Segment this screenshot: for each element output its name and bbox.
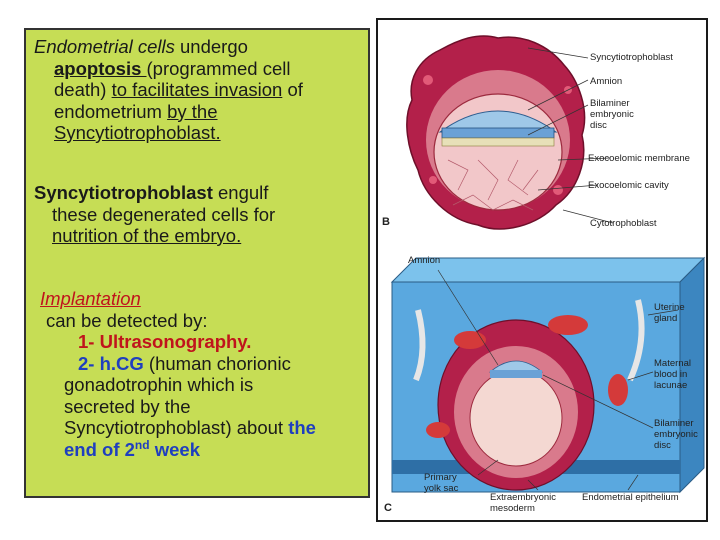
text-panel bbox=[24, 28, 370, 498]
apoptosis-text: apoptosis bbox=[54, 57, 147, 79]
paragraph-syncytiotrophoblast bbox=[34, 182, 382, 247]
text-span: of bbox=[282, 79, 303, 100]
text-span: death) bbox=[54, 79, 112, 100]
text-span: secreted by the bbox=[64, 395, 191, 417]
hcg-item bbox=[40, 353, 370, 375]
by-the-text: by the bbox=[167, 100, 218, 122]
superscript: nd bbox=[134, 437, 150, 452]
end-of-week-text bbox=[40, 439, 370, 461]
label-bilaminer-top: Bilaminer embryonic disc bbox=[590, 98, 634, 131]
label-syncytiotrophoblast: Syncytiotrophoblast bbox=[590, 52, 673, 63]
detected-by-text: can be detected by: bbox=[46, 309, 208, 331]
panel-letter-c: C bbox=[384, 502, 392, 514]
label-endometrial-epithelium: Endometrial epithelium bbox=[582, 492, 679, 503]
label-uterine-gland: Uterine gland bbox=[654, 302, 685, 324]
nutrition-text: nutrition of the embryo. bbox=[52, 225, 242, 246]
text-span: (human chorionic bbox=[143, 352, 291, 374]
hcg-label: 2- h.CG bbox=[78, 352, 144, 374]
text-span: undergo bbox=[174, 36, 248, 57]
text-span: end of 2 bbox=[64, 438, 135, 460]
embryo-figure bbox=[376, 18, 708, 522]
the-text: the bbox=[288, 417, 316, 438]
text-span: gonadotrophin which is bbox=[64, 374, 254, 395]
blastocyst-drawing bbox=[407, 36, 585, 229]
label-amnion-bottom: Amnion bbox=[408, 255, 441, 266]
label-amnion-top: Amnion bbox=[590, 76, 623, 87]
label-bilaminer-bottom: Bilaminer embryonic disc bbox=[654, 418, 698, 451]
paragraph-implantation bbox=[40, 288, 370, 460]
text-span: Syncytiotrophoblast) about bbox=[64, 417, 289, 438]
text-line bbox=[40, 417, 370, 439]
text-span: these degenerated cells for bbox=[52, 203, 276, 225]
panel-letter-b: B bbox=[382, 216, 390, 228]
text-span: endometrium bbox=[54, 100, 168, 122]
label-maternal-blood: Maternal blood in lacunae bbox=[654, 358, 691, 391]
endometrial-cells-text: Endometrial cells bbox=[34, 36, 175, 57]
text-span: engulf bbox=[212, 182, 269, 203]
invasion-text: to facilitates invasion bbox=[111, 79, 283, 100]
label-cytotrophoblast: Cytotrophoblast bbox=[590, 218, 657, 229]
implantation-title: Implantation bbox=[40, 288, 141, 309]
text-span: (programmed cell bbox=[146, 57, 291, 79]
ultrasonography-item: 1- Ultrasonography. bbox=[78, 331, 252, 352]
text-span: week bbox=[149, 438, 200, 460]
syncytiotrophoblast-text: Syncytiotrophoblast. bbox=[54, 122, 221, 143]
paragraph-apoptosis bbox=[34, 36, 384, 144]
label-extraembryonic-mesoderm: Extraembryonic mesoderm bbox=[490, 492, 556, 514]
syncytiotrophoblast-bold: Syncytiotrophoblast bbox=[34, 182, 213, 203]
label-primary-yolk-sac: Primary yolk sac bbox=[424, 472, 459, 494]
label-exocoelomic-membrane: Exocoelomic membrane bbox=[588, 153, 690, 164]
label-exocoelomic-cavity: Exocoelomic cavity bbox=[588, 180, 669, 191]
